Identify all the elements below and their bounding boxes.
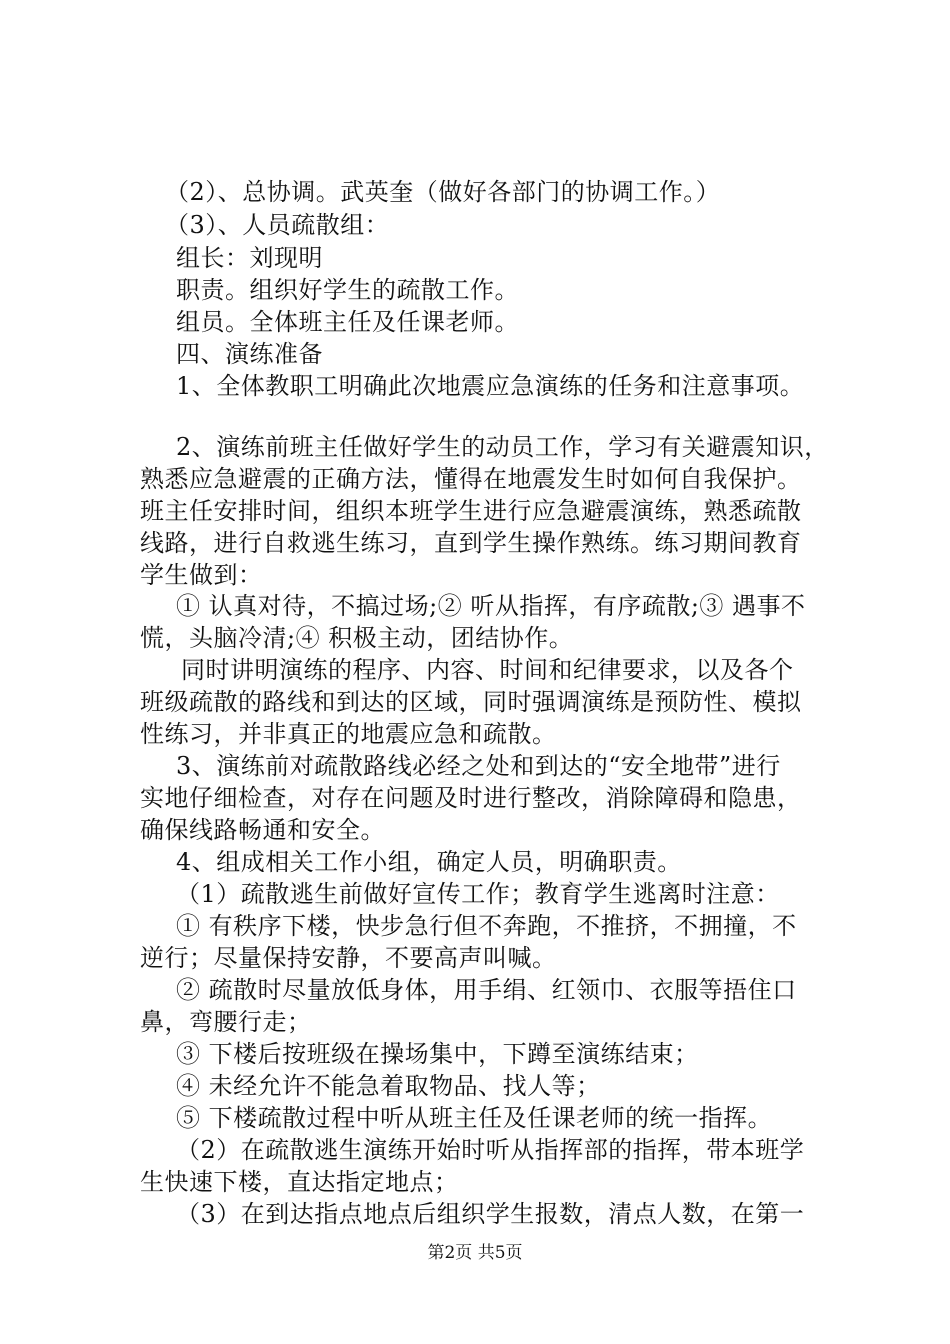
text-line: 2、演练前班主任做好学生的动员工作，学习有关避震知识，: [176, 433, 829, 461]
text-line: ① 认真对待，不搞过场;② 听从指挥，有序疏散;③ 遇事不: [176, 592, 806, 620]
text-line: 逆行；尽量保持安静，不要高声叫喊。: [140, 944, 557, 972]
text-line: 性练习，并非真正的地震应急和疏散。: [140, 720, 557, 748]
text-line: 线路，进行自救逃生练习，直到学生操作熟练。练习期间教育: [140, 529, 802, 557]
text-line: ② 疏散时尽量放低身体，用手绢、红领巾、衣服等捂住口: [176, 976, 797, 1004]
text-line: ③ 下楼后按班级在操场集中，下蹲至演练结束；: [176, 1040, 699, 1068]
text-line: 班主任安排时间，组织本班学生进行应急避震演练，熟悉疏散: [140, 497, 802, 525]
section-heading: 四、演练准备: [176, 340, 323, 368]
text-line: ⑤ 下楼疏散过程中听从班主任及任课老师的统一指挥。: [176, 1104, 773, 1132]
text-line: （2）、总协调。武英奎（做好各部门的协调工作。）: [165, 178, 721, 206]
text-line: （1）疏散逃生前做好宣传工作；教育学生逃离时注意：: [176, 880, 780, 908]
text-line: 慌，头脑冷清;④ 积极主动，团结协作。: [140, 624, 574, 652]
text-line: 4、组成相关工作小组，确定人员，明确职责。: [176, 848, 682, 876]
text-line: 确保线路畅通和安全。: [140, 816, 385, 844]
text-line: 1、全体教职工明确此次地震应急演练的任务和注意事项。: [176, 372, 805, 400]
text-line: 熟悉应急避震的正确方法，懂得在地震发生时如何自我保护。: [140, 465, 802, 493]
text-line: 鼻，弯腰行走；: [140, 1008, 312, 1036]
text-line: 同时讲明演练的程序、内容、时间和纪律要求，以及各个: [181, 656, 794, 684]
text-line: （2）在疏散逃生演练开始时听从指挥部的指挥，带本班学: [176, 1136, 805, 1164]
text-line: 实地仔细检查，对存在问题及时进行整改，消除障碍和隐患，: [140, 784, 802, 812]
text-line: 组长：刘现明: [176, 244, 323, 272]
text-line: 职责。组织好学生的疏散工作。: [176, 276, 519, 304]
text-line: 生快速下楼，直达指定地点；: [140, 1168, 459, 1196]
text-line: ① 有秩序下楼，快步急行但不奔跑，不推挤，不拥撞，不: [176, 912, 797, 940]
page-number-footer: 第2页 共5页: [427, 1243, 523, 1263]
text-line: 组员。全体班主任及任课老师。: [176, 308, 519, 336]
text-line: 学生做到：: [140, 561, 263, 589]
text-line: 3、演练前对疏散路线必经之处和到达的“安全地带”进行: [176, 752, 781, 780]
text-line: ④ 未经允许不能急着取物品、找人等；: [176, 1072, 601, 1100]
text-line: 班级疏散的路线和到达的区域，同时强调演练是预防性、模拟: [140, 688, 802, 716]
text-line: （3）在到达指点地点后组织学生报数，清点人数，在第一: [176, 1200, 805, 1228]
text-line: （3）、人员疏散组：: [165, 211, 390, 239]
